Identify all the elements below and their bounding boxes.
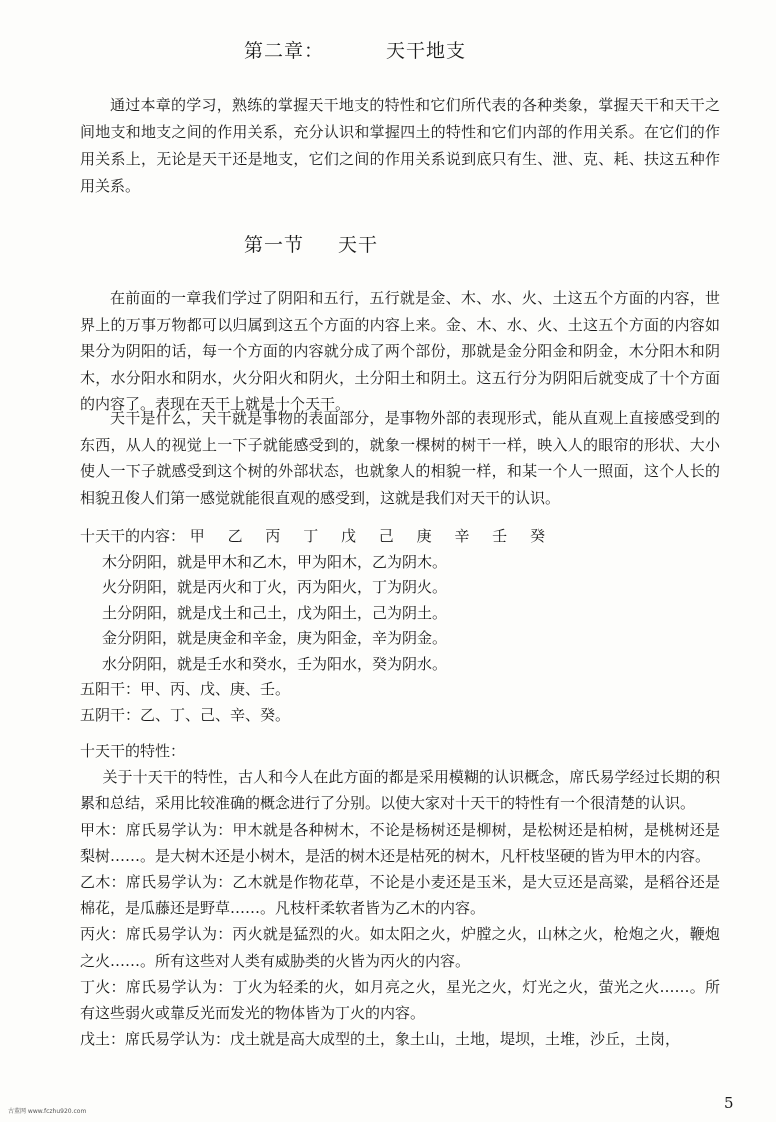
traits-intro: 关于十天干的特性，古人和今人在此方面的都是采用模糊的认识概念，席氏易学经过长期的积累和总结，采用比较准确的概念进行了分别。以使大家对十天干的特性有一个很清楚的认识。 (80, 768, 720, 813)
section-label: 第一节 (244, 234, 305, 256)
traits-heading: 十天干的特性： (80, 742, 186, 760)
chapter-label: 第二章： (244, 40, 325, 62)
section-paragraph-2: 天干是什么，天干就是事物的表面部分，是事物外部的表现形式，能从直观上直接感受到的东西，从人的视觉上一下子就能感受到的，就象一棵树的树干一样，映入人的眼帘的形状、大小使人一下子就感受到这个树的外部状态，也就象人的相貌一样，和某一个人一照面，这个人长的相貌丑俊人们第一感觉就能很直观的感受到，这就是我们对天干的认识。 (80, 409, 720, 507)
trait-item: 乙木：席氏易学认为：乙木就是作物花草，不论是小麦还是玉米，是大豆还是高粱，是稻谷还是棉花，是瓜藤还是野草……。凡枝杆柔软者皆为乙木的内容。 (80, 873, 720, 918)
stems-label: 十天干的内容： (80, 527, 186, 545)
section-paragraph-1: 在前面的一章我们学过了阴阳和五行，五行就是金、木、水、火、土这五个方面的内容，世界上的万事万物都可以归属到这五个方面的内容上来。金、木、水、火、土这五个方面的内容如果分为阴阳的话，每一个方面的内容就分成了两个部份，那就是金分阳金和阴金，木分阳木和阴木，水分阳水和阴水，火分阳火和阴火，土分阳土和阴土。这五行分为阴阳后就变成了十个方面的内容了。表现在天干上就是十个天干。 (80, 289, 720, 413)
trait-item: 丙火：席氏易学认为：丙火就是猛烈的火。如太阳之火，炉膛之火，山林之火，枪炮之火，鞭炮之火……。所有这些对人类有威胁类的火皆为丙火的内容。 (80, 925, 720, 970)
trait-item: 戊土：席氏易学认为：戊土就是高大成型的土，象土山，土地，堤坝，土堆，沙丘，土岗， (80, 1030, 681, 1049)
yinyang-line: 金分阴阳，就是庚金和辛金，庚为阳金，辛为阴金。 (102, 629, 448, 647)
stem-item: 戊 (340, 527, 356, 545)
stem-item: 己 (378, 527, 394, 545)
stem-item: 庚 (416, 527, 432, 545)
stem-item: 壬 (492, 527, 508, 545)
stem-item: 辛 (454, 527, 470, 545)
yin-stems-line: 五阴干：乙、丁、己、辛、癸。 (80, 705, 291, 724)
stem-item: 乙 (227, 527, 243, 545)
yinyang-line: 水分阴阳，就是壬水和癸水，壬为阳水，癸为阴水。 (102, 654, 448, 673)
trait-item: 甲木：席氏易学认为：甲木就是各种树木，不论是杨树还是柳树，是松树还是柏树，是桃树还是梨树……。是大树木还是小树木，是活的树木还是枯死的树木，凡杆枝坚硬的皆为甲木的内容。 (80, 820, 720, 865)
yang-stems-line: 五阳干：甲、丙、戊、庚、壬。 (80, 680, 291, 698)
traits-section (80, 738, 720, 1052)
stems-list (80, 524, 720, 728)
stem-item: 丁 (303, 527, 319, 545)
section-name: 天干 (338, 234, 379, 256)
section-title (244, 230, 378, 257)
footer-site: 古董网 www.fczhu920.com (8, 1108, 87, 1115)
stem-item: 甲 (189, 527, 205, 545)
stem-item: 癸 (529, 527, 545, 545)
chapter-intro-paragraph: 通过本章的学习，熟练的掌握天干地支的特性和它们所代表的各种类象，掌握天干和天干之间地支和地支之间的作用关系，充分认识和掌握四土的特性和它们内部的作用关系。在它们的作用关系上，无论是天干还是地支，它们之间的作用关系说到底只有生、泄、克、耗、扶这五种作用关系。 (80, 96, 720, 195)
chapter-name: 天干地支 (386, 40, 467, 62)
chapter-title (244, 36, 466, 63)
stem-item: 丙 (265, 527, 281, 545)
stems-row (80, 524, 720, 550)
yinyang-line: 土分阴阳，就是戊土和己土，戊为阳土，己为阴土。 (102, 603, 448, 622)
yinyang-line: 火分阴阳，就是丙火和丁火，丙为阳火，丁为阴火。 (102, 578, 448, 596)
page-number: 5 (724, 1094, 734, 1112)
yinyang-line: 木分阴阳，就是甲木和乙木，甲为阳木，乙为阴木。 (102, 552, 448, 571)
trait-item: 丁火：席氏易学认为：丁火为轻柔的火，如月亮之火，星光之火，灯光之火，萤光之火……。所有这些弱火或靠反光而发光的物体皆为丁火的内容。 (80, 977, 720, 1023)
